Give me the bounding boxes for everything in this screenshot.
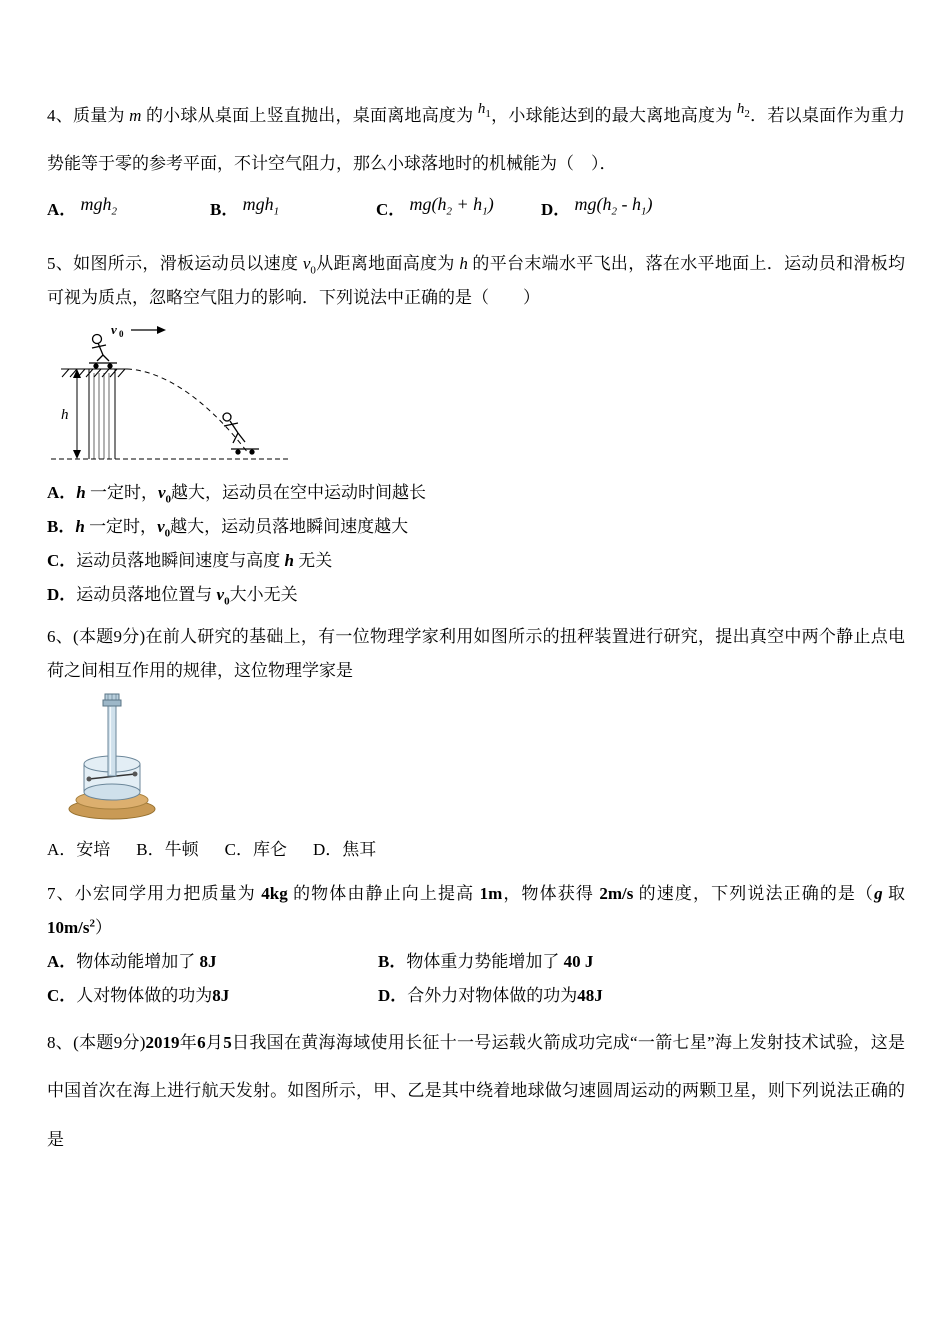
variable-v0-sub: 0 [165, 493, 172, 506]
text-segment: 的小球从桌面上竖直抛出，桌面离地高度为 [141, 106, 478, 125]
text-segment: 月 [205, 1032, 224, 1052]
height-arrow [73, 369, 81, 459]
velocity-arrow [131, 326, 166, 334]
text-segment: 人对物体做的功为 [76, 985, 213, 1005]
option-7a [47, 945, 378, 979]
text-segment: 的平台末端水平飞出，落在水平地面上．运动员和滑板均可视为质点，忽略空气阻力的影响．下列说法中正确的是（ ） [47, 253, 906, 307]
option-5a-label: A． [47, 482, 77, 502]
variable-h1-sub: 1 [485, 108, 491, 120]
figure-skateboard-diagram [47, 319, 905, 474]
question-8-text [47, 1019, 905, 1164]
variable-v0: v [158, 482, 166, 502]
formula-part: + h [452, 193, 483, 214]
option-5a [47, 476, 905, 510]
option-4c [376, 191, 541, 227]
height-label: h [61, 406, 69, 423]
option-6b: B．牛顿 [136, 839, 199, 859]
variable-h: h [76, 482, 86, 502]
text-segment: 越大，运动员落地瞬间速度越大 [170, 516, 409, 536]
option-6c: C．库仑 [224, 839, 287, 859]
formula-main: mgh [80, 193, 112, 214]
question-4-text [47, 92, 905, 189]
text-segment: 的速度，下列说法正确的是（ [633, 883, 875, 903]
option-5b-label: B． [47, 516, 76, 536]
formula-main: mgh [242, 193, 274, 214]
formula-mg-h2-plus-h1 [409, 193, 494, 218]
variable-h: h [75, 516, 85, 536]
text-segment: 一定时， [84, 516, 158, 536]
question-5 [47, 247, 905, 612]
text-segment: 6、(本题9分)在前人研究的基础上，有一位物理学家利用如图所示的扭秤装置进行研究，提出真空中两个静止点电荷之间相互作用的规律，这位物理学家是 [47, 626, 905, 680]
option-4a-label: A． [47, 199, 77, 219]
text-segment: ） [95, 917, 112, 937]
variable-v0: v [216, 584, 225, 604]
knob [103, 694, 121, 706]
formula-sub: 2 [111, 205, 118, 218]
option-5c-label: C． [47, 550, 77, 570]
question-6-text [47, 620, 905, 688]
text-segment: 5、如图所示，滑板运动员以速度 [47, 253, 303, 273]
option-5d [47, 578, 905, 612]
option-7a-label: A． [47, 951, 77, 971]
option-4b [210, 191, 376, 227]
option-5c [47, 544, 905, 578]
text-segment: ，小球能达到的最大离地高度为 [490, 106, 737, 125]
formula-part: - h [617, 193, 642, 214]
formula-sub: 2 [611, 205, 618, 218]
variable-h2-sub: 2 [744, 108, 750, 120]
variable-h: h [284, 550, 294, 570]
skater-start [89, 334, 117, 368]
variable-v0-sub: 0 [310, 264, 316, 277]
question-5-options [47, 476, 905, 612]
option-7d-label: D． [378, 985, 408, 1005]
text-segment: 从距离地面高度为 [315, 253, 460, 273]
text-segment: 8、(本题9分) [47, 1032, 146, 1052]
formula-sub: 2 [446, 205, 453, 218]
variable-v0-sub: 0 [224, 595, 230, 608]
text-segment: 7、小宏同学用力把质量为 [47, 883, 262, 903]
text-segment: 运动员落地位置与 [76, 584, 217, 604]
option-7c-label: C． [47, 985, 77, 1005]
skateboard-diagram-svg [47, 319, 297, 469]
formula-mgh1 [242, 193, 280, 218]
option-5d-label: D． [47, 584, 77, 604]
value-g-exponent: 2 [89, 917, 95, 930]
variable-m: m [129, 106, 142, 125]
platform [61, 369, 127, 459]
text-segment: ．若以桌面作为重力势能等于零的参考平面，不计空气阻力，那么小球落地时的机械能为（ ）． [47, 106, 906, 174]
figure-torsion-balance [55, 692, 905, 829]
formula-sub: 1 [641, 205, 647, 218]
variable-h2 [736, 101, 750, 120]
formula-mgh2 [80, 193, 118, 218]
value-month: 6 [197, 1032, 206, 1052]
text-segment: 物体动能增加了 [76, 951, 200, 971]
trajectory-path [127, 369, 248, 453]
formula-sub: 1 [482, 205, 488, 218]
formula-part: mg(h [409, 193, 447, 214]
option-7b-value: 40 J [563, 951, 594, 971]
question-7-options-row-1 [47, 945, 905, 979]
torsion-balance-svg [55, 692, 175, 824]
variable-h1-base: h [477, 101, 486, 117]
option-7b-label: B． [378, 951, 407, 971]
option-6d: D．焦耳 [312, 839, 377, 859]
text-segment: 越大，运动员在空中运动时间越长 [171, 482, 427, 502]
text-segment: 无关 [294, 550, 333, 570]
text-segment: 取 [882, 883, 906, 903]
option-7b [378, 945, 593, 979]
text-segment: 4、质量为 [47, 106, 130, 125]
value-year: 2019 [145, 1032, 180, 1052]
formula-part: mg(h [574, 193, 612, 214]
option-4d [541, 191, 653, 227]
formula-mg-h2-minus-h1 [574, 193, 653, 218]
text-segment: 运动员落地瞬间速度与高度 [76, 550, 285, 570]
text-segment: 大小无关 [229, 584, 298, 604]
text-segment: 年 [179, 1032, 198, 1052]
text-segment: 的物体由静止向上提高 [287, 883, 480, 903]
option-4b-label: B． [210, 199, 239, 219]
tube [108, 705, 116, 776]
variable-g: g [874, 883, 883, 903]
value-g: 10m/s [47, 917, 90, 937]
question-6 [47, 620, 905, 867]
velocity-label-sub: 0 [119, 328, 124, 339]
question-8 [47, 1019, 905, 1164]
option-5b [47, 510, 905, 544]
question-7-options-row-2 [47, 979, 905, 1013]
value-speed: 2m/s [599, 883, 634, 903]
velocity-label: v [111, 321, 117, 337]
text-segment: 一定时， [85, 482, 158, 502]
option-7a-value: 8J [199, 951, 217, 971]
question-4-options [47, 191, 905, 227]
variable-v0: v [157, 516, 165, 536]
text-segment: ，物体获得 [502, 883, 600, 903]
question-7-text [47, 877, 905, 945]
text-segment: 合外力对物体做的功为 [407, 985, 578, 1005]
question-7 [47, 877, 905, 1013]
value-day: 5 [223, 1032, 232, 1052]
text-segment: 日我国在黄海海域使用长征十一号运载火箭成功完成“一箭七星”海上发射技术试验，这是中国首次在海上进行航天发射。如图所示，甲、乙是其中绕着地球做匀速圆周运动的两颗卫星，则下列说法正确的是 [47, 1032, 906, 1149]
value-mass: 4kg [261, 883, 288, 903]
option-7c-value: 8J [212, 985, 230, 1005]
option-7c [47, 979, 378, 1013]
option-6a: A．安培 [47, 839, 111, 859]
option-7d [378, 979, 603, 1013]
option-7d-value: 48J [577, 985, 603, 1005]
option-4a [47, 191, 210, 227]
question-5-text [47, 247, 905, 315]
variable-v0-sub: 0 [164, 527, 171, 540]
variable-h1 [477, 101, 491, 120]
question-6-options [47, 833, 905, 867]
question-4 [47, 92, 905, 227]
text-segment: 物体重力势能增加了 [406, 951, 564, 971]
option-4c-label: C． [376, 199, 406, 219]
formula-part: ) [646, 193, 653, 214]
variable-h2-base: h [736, 101, 745, 117]
formula-part: ) [487, 193, 494, 214]
skater-landing [223, 413, 259, 454]
variable-v0 [302, 253, 316, 277]
variable-v0-base: v [302, 253, 311, 273]
variable-h: h [459, 253, 468, 273]
option-4d-label: D． [541, 199, 571, 219]
formula-sub: 1 [273, 205, 280, 218]
value-height: 1m [479, 883, 503, 903]
